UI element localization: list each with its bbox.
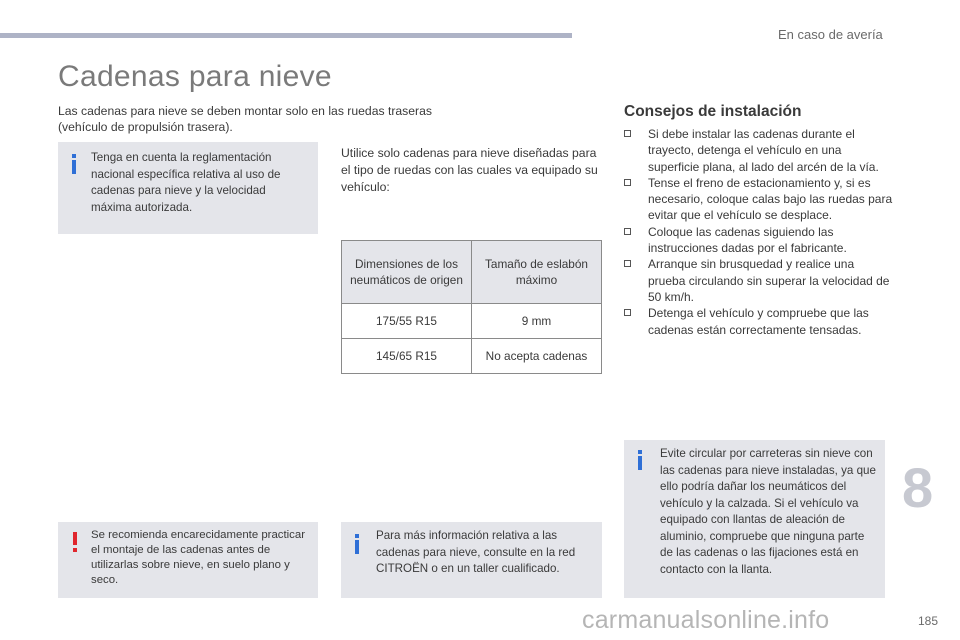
checkbox-bullet-icon — [624, 228, 631, 235]
list-item: Tense el freno de estacionamiento y, si es necesario, coloque calas bajo las ruedas para evitar que el vehículo se desplace. — [624, 175, 894, 224]
regulation-note — [58, 142, 318, 234]
installation-tips-title: Consejos de instalación — [624, 103, 802, 120]
more-info-note — [341, 522, 602, 598]
table-cell: 175/55 R15 — [342, 304, 472, 339]
checkbox-bullet-icon — [624, 130, 631, 137]
table-row — [342, 304, 602, 339]
table-cell: 9 mm — [472, 304, 602, 339]
installation-tips-list — [624, 126, 894, 338]
checkbox-bullet-icon — [624, 260, 631, 267]
page-number: 185 — [918, 614, 939, 628]
table-cell: 145/65 R15 — [342, 339, 472, 374]
alloy-wheels-note — [624, 440, 885, 598]
regulation-note-text: Tenga en cuenta la reglamentación nacional específica relativa al uso de cadenas para nieve y la velocidad máxima autorizada. — [91, 151, 281, 214]
table-cell: No acepta cadenas — [472, 339, 602, 374]
page-title: Cadenas para nieve — [58, 60, 332, 93]
list-item: Arranque sin brusquedad y realice una prueba circulando sin superar la velocidad de 50 km/h. — [624, 256, 894, 305]
practice-warning-note — [58, 522, 318, 598]
checkbox-bullet-icon — [624, 309, 631, 316]
list-item: Detenga el vehículo y compruebe que las cadenas están correctamente tensadas. — [624, 305, 894, 338]
watermark: carmanualsonline.info — [582, 606, 830, 634]
list-item: Si debe instalar las cadenas durante el trayecto, detenga el vehículo en una superficie plana, al lado del arcén de la vía. — [624, 126, 894, 175]
table-header-link-size: Tamaño de eslabón máximo — [472, 241, 602, 304]
alloy-wheels-note-text: Evite circular por carreteras sin nieve con las cadenas para nieve instaladas, ya que ello podría dañar los neumáticos del vehículo y la calzada. Si el vehículo va equipado con llantas de aleación de aluminio, compruebe que ninguna parte de las cadenas o las fijaciones está en contacto con la llanta. — [660, 447, 876, 576]
table-header-row — [342, 241, 602, 304]
header-bar — [0, 33, 572, 38]
list-item: Coloque las cadenas siguiendo las instrucciones dadas por el fabricante. — [624, 224, 894, 257]
tyre-table — [341, 240, 602, 374]
intro-text: Las cadenas para nieve se deben montar solo en las ruedas traseras (vehículo de propulsión trasera). — [58, 104, 432, 134]
table-row — [342, 339, 602, 374]
section-title: En caso de avería — [778, 27, 883, 42]
table-header-dimensions: Dimensiones de los neumáticos de origen — [342, 241, 472, 304]
more-info-text: Para más información relativa a las cadenas para nieve, consulte en la red CITROËN o en un taller cualificado. — [376, 529, 576, 575]
practice-warning-text: Se recomienda encarecidamente practicar el montaje de las cadenas antes de utilizarlas sobre nieve, en suelo plano y seco. — [91, 529, 306, 586]
chapter-number: 8 — [902, 456, 934, 519]
usage-text: Utilice solo cadenas para nieve diseñadas para el tipo de ruedas con las cuales va equipado su vehículo: — [341, 146, 598, 194]
checkbox-bullet-icon — [624, 179, 631, 186]
